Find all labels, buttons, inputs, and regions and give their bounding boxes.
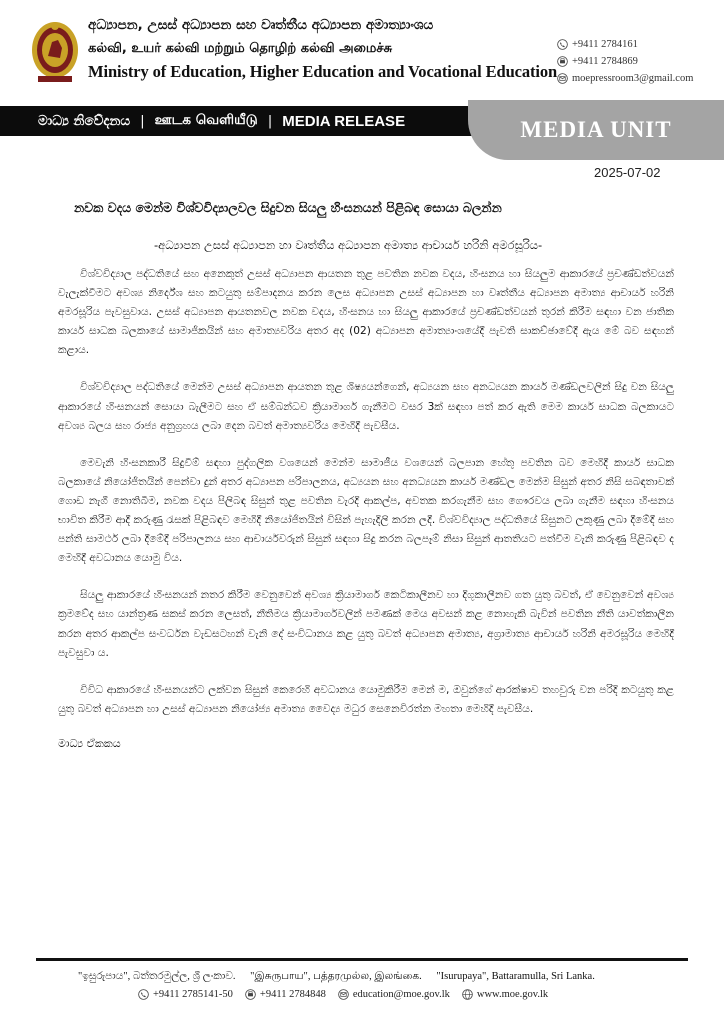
body-paragraph: සියලු ආකාරයේ හිංසනයන් නතර කිරීම වෙනුවෙන් අවශ්‍ය ක්‍රියාමාර්ග කෙටිකාලීනව හා දිගුකාලීනව ගත යුතු බවත්, ඒ වෙනුවෙන් අවශ්‍ය ක්‍රමවේද සහ යාන්ත්‍රණ සකස් කරන ලෙසත්, නීතිමය ක්‍රියාමාර්ගවලින් පමණක් මෙය අවසන් කළ නොහැකි බැවින් පවතින නීති යාවත්කාලීන කරන අතර ආකල්ප සංවර්ධන වැඩසටහන් වැනි දේ සංවිධානය කළ යුතු බවත් අධ්‍යාපන අමාත්‍ය, අග්‍රාමාත්‍ය ආචාර්ය හරිනි අමරසූරිය මෙහිදී පැවසුවා ය. <box>58 589 674 659</box>
release-body <box>58 265 674 751</box>
header-contacts <box>556 36 724 87</box>
header-contact-phone <box>556 36 724 52</box>
header-email-text[interactable]: moepressroom3@gmail.com <box>572 72 694 84</box>
header-contact-fax <box>556 53 724 69</box>
footer-contact-fax <box>245 989 326 1000</box>
body-paragraph: මෙවැනි හිංසනකාරී සිදුවීම් සඳහා පුද්ගලික වශයෙන් මෙන්ම සාමාජීය වශයෙන් බලපාන හේතු පවතින බව මෙහිදී කාර්ය සාධක බලකායේ නියෝජිතයින් පෙන්වා දුන් අතර අධ්‍යාපන පරිපාලනය, අධ්‍යයන සහ අනධ්‍යයන කාර්ය මණ්ඩල මෙන්ම සිසුන් අතර නිසි සබඳතාවක් ගොඩ නැගී නොතිබීම, නවක වදය පිලිබඳ සිසුන් තුළ පවතින වැරදි ආකල්ප, අවතක කරගැනීම සහ ගෞරවය ලබා ගැනීම සඳහා හිංසනය භාවිත කිරීම ආදී කරුණු රැසක් පිළිබඳව මෙහිදී නියෝජිතයින් විසින් පැහැදිලි කරන ලදී. විශ්වවිද්‍යාල පද්ධතියේ සිසුනට ලකුණු ලබා දීමේදී සහ පන්ති සාමර්ථ ලබා දීමේදී පරිපාලනය සහ ආචාර්යවරුන් සිසුන් සඳහා සිදු කරන බලපෑම් නිසා සිසුන් ආතතියට පත්වීම වැනි කරුණු පිළිබඳව ද මෙහිදී අවධානය යොමු විය. <box>58 456 674 565</box>
footer-divider <box>36 958 688 961</box>
media-unit-signoff: මාධ්‍ය ඒකකය <box>58 736 121 750</box>
email-icon <box>556 72 568 84</box>
footer-phone-text: +9411 2785141-50 <box>153 989 233 1000</box>
sri-lanka-emblem-icon <box>30 18 80 86</box>
release-title: නවක වදය මෙන්ම විශ්වවිද්‍යාලවල සිදුවන සියලු හිංසනයන් පිළිබඳ සොයා බලන්න <box>74 200 502 215</box>
banner-label-english: MEDIA RELEASE <box>282 112 406 130</box>
footer-contact-email[interactable] <box>338 989 450 1000</box>
footer-address <box>78 970 698 983</box>
media-unit-label: MEDIA UNIT <box>520 117 672 142</box>
body-paragraph: විවිධ ආකාරයේ හිංසනයන්ට ලක්වන සිසුන් කෙරෙහි අවධානය යොමුකිරීම මෙන් ම, ඔවුන්ගේ ආරක්ෂාව තහවුරු වන පරිදි කටයුතු කළ යුතු බවත් අධ්‍යාපන හා උසස් අධ්‍යාපන නියෝජ්‍ය අමාත්‍ය වෛද්‍ය මධුර සෙනෙවිරත්න මහතා මෙහිදී පැවසීය. <box>58 683 674 715</box>
letterhead <box>0 0 724 100</box>
header-contact-email[interactable] <box>556 70 724 86</box>
fax-icon <box>556 55 568 67</box>
body-paragraph: විශ්වවිද්‍යාල පද්ධතියේ සහ අනෙකුත් උසස් අධ්‍යාපන ආයතන තුළ පවතින නවක වදය, හිංසනය හා සියලුම ආකාරයේ ප්‍රචණ්ඩත්වයන් වැලැක්වීමට අවශ්‍ය නිර්දේශ සහ කටයුතු සම්පාදනය කරන ලෙස අධ්‍යාපන උසස් අධ්‍යාපන හා වෘත්තීය අධ්‍යාපන අමාත්‍ය ආචාර්ය හරිනි අමරසූරිය පැවසුවාය. උසස් අධ්‍යාපන ආයතනවල නවක වදය, හිංසනය හා සියලු ආකාරයේ ප්‍රචණ්ඩත්වයන් තුරන් කිරීම සඳහා වන ජාතික කාර්ය සාධක බලකායේ සාමාජිකයින් සහ අමාත්‍යවරිය අතර අද (02) අධ්‍යාපන අමාත්‍යාංශයේදී පැවති සාකච්ඡාවේදී ඇය මේ බව සඳහන් කළාය. <box>58 268 674 357</box>
ministry-name-block <box>88 14 558 83</box>
ministry-name-tamil: கல்வி, உயர் கல்வி மற்றும் தொழிற் கல்வி அமைச்சு <box>88 41 393 56</box>
phone-icon <box>138 989 149 1000</box>
header-phone-text: +9411 2784161 <box>572 38 638 50</box>
footer-address-sinhala: "ඉසුරුපාය", බත්තරමුල්ල, ශ්‍රී ලංකාව. <box>78 971 236 982</box>
header-fax-text: +9411 2784869 <box>572 55 638 67</box>
banner-separator: | <box>267 113 273 129</box>
footer-address-tamil: "இசுருபாய", பத்தரமுல்ல, இலங்கை. <box>250 971 422 982</box>
banner-label-sinhala: මාධ්‍ය නිවේදනය <box>38 113 131 129</box>
media-unit-badge <box>468 100 724 160</box>
release-subtitle: -අධ්‍යාපන උසස් අධ්‍යාපන හා වෘත්තීය අධ්‍යාපන අමාත්‍ය ආචාර්ය හරිනි අමරසූරිය- <box>154 238 543 252</box>
footer-contact-phone <box>138 989 233 1000</box>
globe-icon <box>462 989 473 1000</box>
banner-labels <box>38 112 405 130</box>
footer-fax-text: +9411 2784848 <box>259 989 326 1000</box>
footer-address-english: "Isurupaya", Battaramulla, Sri Lanka. <box>436 971 595 982</box>
release-date: 2025-07-02 <box>594 165 661 180</box>
ministry-name-sinhala: අධ්‍යාපන, උසස් අධ්‍යාපන සහ වෘත්තීය අධ්‍යාපන අමාත්‍යාංශය <box>88 17 434 33</box>
footer-email-text[interactable]: education@moe.gov.lk <box>352 989 450 1000</box>
banner-label-tamil: ஊடக வெளியீடு <box>154 112 258 128</box>
email-icon <box>338 989 349 1000</box>
ministry-name-english: Ministry of Education, Higher Education and Vocational Education <box>88 62 558 81</box>
fax-icon <box>245 989 256 1000</box>
body-paragraph: විශ්වවිද්‍යාල පද්ධතියේ මෙන්ම උසස් අධ්‍යාපන ආයතන තුළ ශිෂ්‍යයන්ගෙන්, අධ්‍යයන සහ අනධ්‍යයන කාර්ය මණ්ඩලවලින් සිදු වන සියලු ආකාරයේ හිංසනයන් සොයා බැලීමට සහ ඒ සම්බන්ධව ක්‍රියාමාර්ග ගැනීමට වසර 3ක් සඳහා පත් කර ඇති මෙම කාර්ය සාධක බලකායට අවශ්‍ය බලය සහ රාජ්‍ය අනුග්‍රහය ලබා දෙන බවත් අමාත්‍යවරිය මෙහිදී පැවසීය. <box>58 381 674 432</box>
phone-icon <box>556 38 568 50</box>
banner-separator: | <box>140 113 145 129</box>
footer-contacts <box>138 989 698 1000</box>
footer-contact-website[interactable] <box>462 989 548 1000</box>
footer-website-text[interactable]: www.moe.gov.lk <box>476 989 549 1000</box>
